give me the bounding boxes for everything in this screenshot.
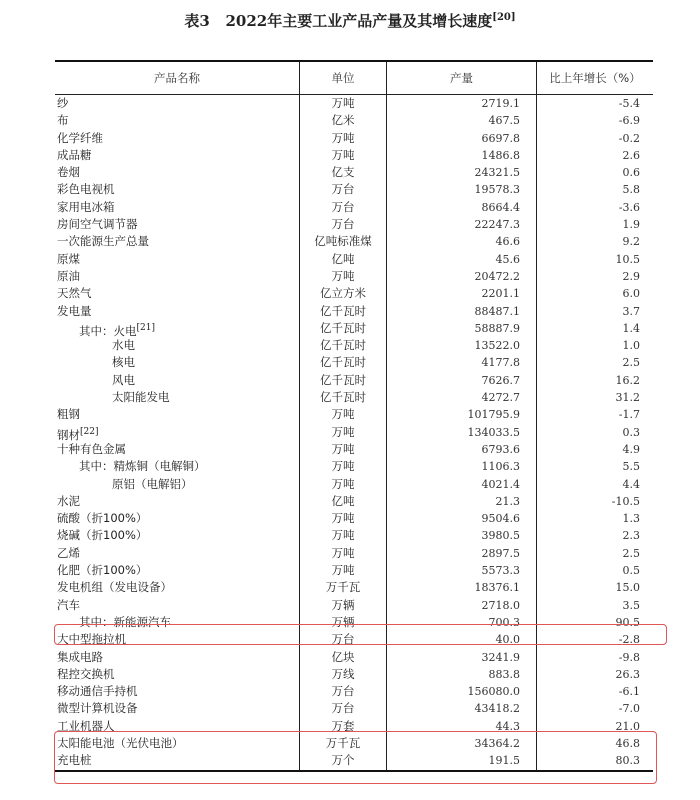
output-cell: 7626.7: [386, 372, 536, 389]
output-cell: 3980.5: [386, 527, 536, 544]
product-name: 乙烯: [57, 545, 80, 560]
table-label: 表3: [184, 12, 210, 30]
product-name: 其中：精炼铜（电解铜）: [79, 459, 206, 474]
table-title: [0, 10, 700, 31]
unit-cell: 万个: [299, 752, 386, 769]
unit-cell: 万吨: [299, 458, 386, 475]
product-name-cell: [55, 147, 299, 164]
output-cell: 467.5: [386, 112, 536, 129]
unit-cell: 万吨: [299, 441, 386, 458]
growth-cell: 2.6: [536, 147, 653, 164]
product-name-cell: [55, 476, 299, 493]
table-row: [55, 251, 653, 268]
table-row: [55, 458, 653, 475]
table-row: [55, 441, 653, 458]
table-row: [55, 631, 653, 648]
output-cell: 5573.3: [386, 562, 536, 579]
table-row: [55, 164, 653, 181]
product-name-cell: [55, 95, 299, 112]
table-row: [55, 752, 653, 769]
table-row: [55, 320, 653, 337]
unit-cell: 万线: [299, 666, 386, 683]
table-row: [55, 424, 653, 441]
product-name-cell: [55, 285, 299, 302]
product-name-cell: [55, 389, 299, 406]
product-name-cell: [55, 735, 299, 752]
unit-cell: 万台: [299, 631, 386, 648]
product-name: 微型计算机设备: [57, 701, 138, 716]
product-name-cell: [55, 527, 299, 544]
output-cell: 46.6: [386, 233, 536, 250]
product-name-cell: [55, 354, 299, 371]
product-name: 核电: [112, 355, 135, 370]
product-name: 发电量: [57, 303, 92, 318]
product-name-cell: [55, 562, 299, 579]
output-cell: 44.3: [386, 718, 536, 735]
output-cell: 34364.2: [386, 735, 536, 752]
unit-cell: 万吨: [299, 476, 386, 493]
unit-cell: 万吨: [299, 562, 386, 579]
table-header-row: [55, 62, 653, 95]
product-name-cell: [55, 112, 299, 129]
output-cell: 58887.9: [386, 320, 536, 337]
product-name-cell: [55, 303, 299, 320]
unit-cell: 万吨: [299, 545, 386, 562]
product-name: 卷烟: [57, 165, 80, 180]
table-row: [55, 562, 653, 579]
table-row: [55, 545, 653, 562]
table-row: [55, 268, 653, 285]
growth-cell: -9.8: [536, 649, 653, 666]
output-cell: 191.5: [386, 752, 536, 769]
table-row: [55, 666, 653, 683]
product-name-cell: [55, 406, 299, 423]
output-cell: 2719.1: [386, 95, 536, 112]
unit-cell: 亿千瓦时: [299, 320, 386, 337]
unit-cell: 万吨: [299, 527, 386, 544]
title-footnote: [20]: [492, 12, 516, 23]
product-name-cell: [55, 579, 299, 596]
output-cell: 6697.8: [386, 130, 536, 147]
product-name: 水泥: [57, 493, 80, 508]
output-cell: 134033.5: [386, 424, 536, 441]
growth-cell: 0.6: [536, 164, 653, 181]
table-row: [55, 493, 653, 510]
product-name-cell: [55, 181, 299, 198]
unit-cell: 万千瓦: [299, 735, 386, 752]
product-name: 房间空气调节器: [57, 217, 138, 232]
product-name-cell: [55, 337, 299, 354]
product-name: 化肥（折100%）: [57, 563, 148, 578]
unit-cell: 万台: [299, 700, 386, 717]
growth-cell: 31.2: [536, 389, 653, 406]
growth-cell: 4.4: [536, 476, 653, 493]
table-row: [55, 735, 653, 752]
table-row: [55, 700, 653, 717]
output-cell: 20472.2: [386, 268, 536, 285]
product-name: 太阳能电池（光伏电池）: [57, 735, 184, 750]
unit-cell: 亿千瓦时: [299, 389, 386, 406]
product-name: 布: [57, 113, 69, 128]
product-name-cell: [55, 199, 299, 216]
product-name: 充电桩: [57, 753, 92, 768]
growth-cell: 3.5: [536, 597, 653, 614]
product-name: 彩色电视机: [57, 182, 115, 197]
table-row: [55, 510, 653, 527]
industrial-output-table: [55, 60, 653, 772]
unit-cell: 亿立方米: [299, 285, 386, 302]
product-name: 其中：新能源汽车: [79, 614, 171, 629]
product-name: 原油: [57, 268, 80, 283]
table-row: [55, 614, 653, 631]
unit-cell: 万套: [299, 718, 386, 735]
product-name-cell: [55, 268, 299, 285]
unit-cell: 万辆: [299, 614, 386, 631]
product-name-cell: [55, 441, 299, 458]
growth-cell: 2.5: [536, 354, 653, 371]
product-name-cell: [55, 614, 299, 631]
growth-cell: 21.0: [536, 718, 653, 735]
footnote-ref: [22]: [80, 426, 99, 437]
product-name: 原铝（电解铝）: [112, 476, 193, 491]
output-cell: 9504.6: [386, 510, 536, 527]
table-row: [55, 406, 653, 423]
product-name-cell: [55, 510, 299, 527]
table-row: [55, 147, 653, 164]
header-growth: 比上年增长（%）: [536, 62, 653, 94]
unit-cell: 万吨: [299, 268, 386, 285]
unit-cell: 亿千瓦时: [299, 303, 386, 320]
unit-cell: 万吨: [299, 147, 386, 164]
table-row: [55, 130, 653, 147]
unit-cell: 亿吨标准煤: [299, 233, 386, 250]
table-row: [55, 718, 653, 735]
growth-cell: 10.5: [536, 251, 653, 268]
growth-cell: 1.0: [536, 337, 653, 354]
table-row: [55, 527, 653, 544]
product-name: 汽车: [57, 597, 80, 612]
growth-cell: 90.5: [536, 614, 653, 631]
growth-cell: -1.7: [536, 406, 653, 423]
output-cell: 2201.1: [386, 285, 536, 302]
growth-cell: 80.3: [536, 752, 653, 769]
growth-cell: -3.6: [536, 199, 653, 216]
output-cell: 88487.1: [386, 303, 536, 320]
product-name-cell: [55, 545, 299, 562]
unit-cell: 万台: [299, 683, 386, 700]
unit-cell: 万吨: [299, 424, 386, 441]
product-name: 纱: [57, 96, 69, 110]
product-name-cell: [55, 424, 299, 441]
product-name: 十种有色金属: [57, 441, 126, 456]
growth-cell: 5.8: [536, 181, 653, 198]
output-cell: 4021.4: [386, 476, 536, 493]
product-name-cell: [55, 216, 299, 233]
table-row: [55, 354, 653, 371]
unit-cell: 万千瓦: [299, 579, 386, 596]
table-row: [55, 372, 653, 389]
table-row: [55, 303, 653, 320]
output-cell: 1486.8: [386, 147, 536, 164]
table-body: [55, 95, 653, 770]
output-cell: 6793.6: [386, 441, 536, 458]
unit-cell: 万吨: [299, 406, 386, 423]
output-cell: 40.0: [386, 631, 536, 648]
unit-cell: 万台: [299, 199, 386, 216]
header-product-name: 产品名称: [154, 71, 200, 85]
product-name: 粗钢: [57, 407, 80, 422]
output-cell: 8664.4: [386, 199, 536, 216]
unit-cell: 亿米: [299, 112, 386, 129]
table-row: [55, 233, 653, 250]
output-cell: 2718.0: [386, 597, 536, 614]
output-cell: 2897.5: [386, 545, 536, 562]
product-name: 成品糖: [57, 147, 92, 162]
product-name-cell: [55, 631, 299, 648]
product-name-cell: [55, 718, 299, 735]
product-name-cell: [55, 320, 299, 337]
product-name-cell: [55, 130, 299, 147]
growth-cell: 1.9: [536, 216, 653, 233]
growth-cell: 0.3: [536, 424, 653, 441]
growth-cell: -6.1: [536, 683, 653, 700]
output-cell: 21.3: [386, 493, 536, 510]
output-cell: 22247.3: [386, 216, 536, 233]
product-name: 程控交换机: [57, 666, 115, 681]
unit-cell: 万吨: [299, 130, 386, 147]
product-name-cell: [55, 233, 299, 250]
product-name: 大中型拖拉机: [57, 632, 126, 647]
product-name: 集成电路: [57, 649, 103, 664]
footnote-ref: [21]: [136, 322, 155, 333]
unit-cell: 亿吨: [299, 493, 386, 510]
product-name-cell: [55, 458, 299, 475]
unit-cell: 万吨: [299, 510, 386, 527]
unit-cell: 万台: [299, 216, 386, 233]
product-name-cell: [55, 164, 299, 181]
product-name: 一次能源生产总量: [57, 234, 149, 249]
output-cell: 156080.0: [386, 683, 536, 700]
growth-cell: -6.9: [536, 112, 653, 129]
output-cell: 101795.9: [386, 406, 536, 423]
output-cell: 43418.2: [386, 700, 536, 717]
growth-cell: 16.2: [536, 372, 653, 389]
table-row: [55, 285, 653, 302]
growth-cell: -2.8: [536, 631, 653, 648]
growth-cell: 3.7: [536, 303, 653, 320]
product-name: 水电: [112, 338, 135, 353]
product-name-cell: [55, 683, 299, 700]
table-row: [55, 597, 653, 614]
growth-cell: 2.3: [536, 527, 653, 544]
product-name-cell: [55, 251, 299, 268]
product-name: 钢材: [57, 427, 80, 442]
growth-cell: -0.2: [536, 130, 653, 147]
growth-cell: 2.5: [536, 545, 653, 562]
growth-cell: 46.8: [536, 735, 653, 752]
growth-cell: -7.0: [536, 700, 653, 717]
output-cell: 4272.7: [386, 389, 536, 406]
output-cell: 45.6: [386, 251, 536, 268]
product-name: 移动通信手持机: [57, 684, 138, 699]
header-output: 产量: [386, 62, 536, 94]
product-name: 硫酸（折100%）: [57, 511, 148, 526]
product-name-cell: [55, 666, 299, 683]
output-cell: 13522.0: [386, 337, 536, 354]
table-title-text: 2022年主要工业产品产量及其增长速度: [225, 12, 493, 30]
unit-cell: 亿千瓦时: [299, 337, 386, 354]
table-row: [55, 337, 653, 354]
table-row: [55, 579, 653, 596]
product-name: 天然气: [57, 286, 92, 301]
product-name: 发电机组（发电设备）: [57, 580, 172, 595]
product-name-cell: [55, 597, 299, 614]
output-cell: 18376.1: [386, 579, 536, 596]
header-unit: 单位: [299, 62, 386, 94]
product-name: 太阳能发电: [112, 390, 170, 405]
table-row: [55, 181, 653, 198]
table-row: [55, 683, 653, 700]
product-name-cell: [55, 700, 299, 717]
table-row: [55, 476, 653, 493]
table-row: [55, 199, 653, 216]
growth-cell: 5.5: [536, 458, 653, 475]
table-row: [55, 649, 653, 666]
output-cell: 883.8: [386, 666, 536, 683]
product-name: 其中：火电: [79, 323, 137, 338]
unit-cell: 万吨: [299, 95, 386, 112]
unit-cell: 亿千瓦时: [299, 354, 386, 371]
product-name: 家用电冰箱: [57, 199, 115, 214]
growth-cell: 6.0: [536, 285, 653, 302]
product-name-cell: [55, 649, 299, 666]
product-name-cell: [55, 752, 299, 769]
product-name-cell: [55, 372, 299, 389]
growth-cell: 1.4: [536, 320, 653, 337]
unit-cell: 亿块: [299, 649, 386, 666]
unit-cell: 亿吨: [299, 251, 386, 268]
growth-cell: 15.0: [536, 579, 653, 596]
table-row: [55, 216, 653, 233]
output-cell: 4177.8: [386, 354, 536, 371]
product-name: 化学纤维: [57, 130, 103, 145]
growth-cell: 4.9: [536, 441, 653, 458]
unit-cell: 万辆: [299, 597, 386, 614]
product-name: 工业机器人: [57, 718, 115, 733]
growth-cell: 0.5: [536, 562, 653, 579]
product-name: 烧碱（折100%）: [57, 528, 148, 543]
unit-cell: 万台: [299, 181, 386, 198]
growth-cell: -10.5: [536, 493, 653, 510]
unit-cell: 亿千瓦时: [299, 372, 386, 389]
unit-cell: 亿支: [299, 164, 386, 181]
growth-cell: -5.4: [536, 95, 653, 112]
growth-cell: 26.3: [536, 666, 653, 683]
growth-cell: 2.9: [536, 268, 653, 285]
table-row: [55, 95, 653, 112]
output-cell: 24321.5: [386, 164, 536, 181]
output-cell: 1106.3: [386, 458, 536, 475]
output-cell: 700.3: [386, 614, 536, 631]
table-row: [55, 112, 653, 129]
product-name: 风电: [112, 372, 135, 387]
table-row: [55, 389, 653, 406]
product-name: 原煤: [57, 251, 80, 266]
growth-cell: 9.2: [536, 233, 653, 250]
output-cell: 3241.9: [386, 649, 536, 666]
product-name-cell: [55, 493, 299, 510]
output-cell: 19578.3: [386, 181, 536, 198]
growth-cell: 1.3: [536, 510, 653, 527]
